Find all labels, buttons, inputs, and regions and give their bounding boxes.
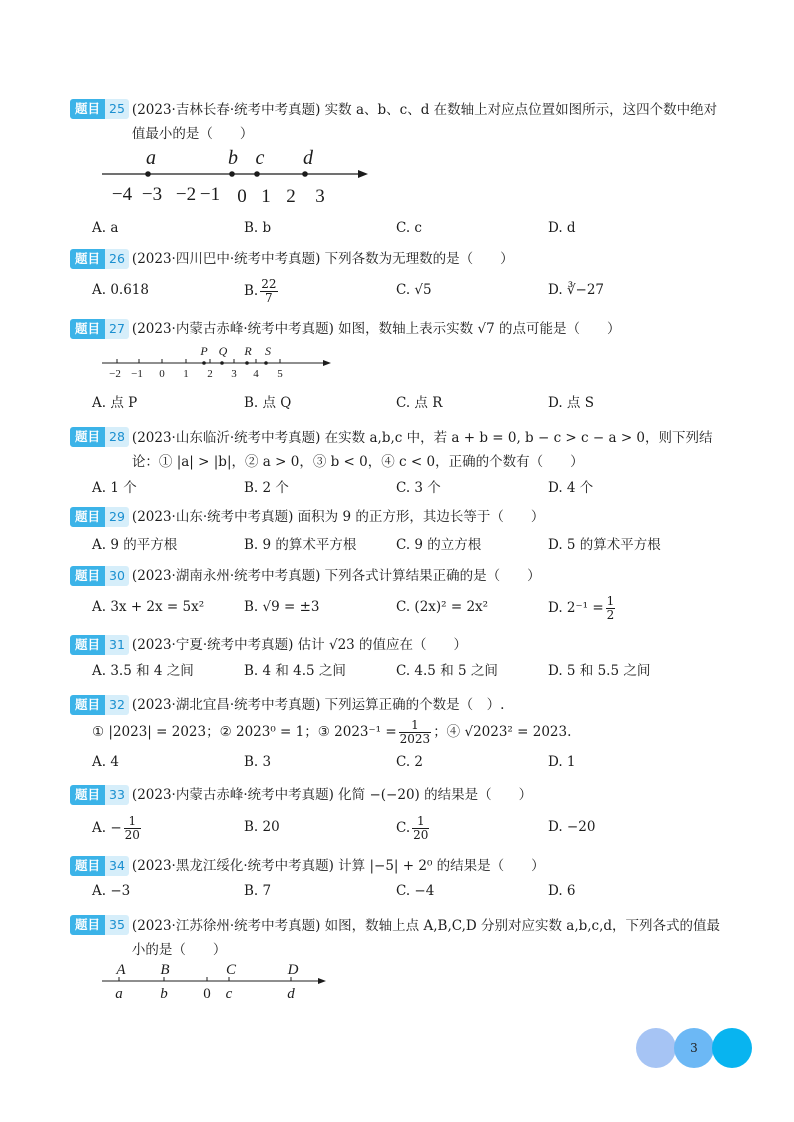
question-text: (2023·内蒙古赤峰·统考中考真题) 如图，数轴上表示实数 √7 的点可能是（ ） xyxy=(131,321,621,337)
option-c[interactable]: C. 4.5 和 5 之间 xyxy=(396,663,498,679)
point-c xyxy=(254,171,260,177)
question-34 xyxy=(70,855,730,903)
point-label: d xyxy=(303,147,313,169)
question-text: (2023·宁夏·统考中考真题) 估计 √23 的值应在（ ） xyxy=(131,637,468,653)
option-d[interactable]: D. 4 个 xyxy=(548,480,594,496)
options-row xyxy=(70,391,730,415)
number-line-figure xyxy=(100,958,340,1006)
question-text: (2023·湖南永州·统考中考真题) 下列各式计算结果正确的是（ ） xyxy=(131,568,541,584)
decor-circle xyxy=(712,1028,752,1068)
question-29 xyxy=(70,506,730,557)
option-c[interactable]: C. c xyxy=(396,220,422,236)
tick-label: 3 xyxy=(231,368,237,380)
option-a[interactable]: A. 点 P xyxy=(92,395,138,411)
tick-label: 1 xyxy=(183,368,189,380)
options-row xyxy=(70,277,730,305)
decor-circle xyxy=(636,1028,676,1068)
page-number-badge xyxy=(636,1028,752,1068)
number-line-figure xyxy=(100,340,340,382)
option-a[interactable]: A. a xyxy=(92,220,119,236)
tick-label: 0 xyxy=(159,368,165,380)
option-d[interactable]: D. 1 xyxy=(548,754,576,770)
question-tag: 题目 32 xyxy=(70,695,129,715)
option-c[interactable]: C. $\frac{1}{20}$ xyxy=(396,814,429,842)
option-d[interactable]: D. d xyxy=(548,220,576,236)
question-text: (2023·黑龙江绥化·统考中考真题) 计算 |−5| + 2⁰ 的结果是（ ） xyxy=(131,858,545,874)
options-row xyxy=(70,659,730,683)
option-a[interactable]: A. 4 xyxy=(92,754,119,770)
question-tag: 题目 29 xyxy=(70,507,129,527)
option-b[interactable]: B. 3 xyxy=(244,754,272,770)
option-b[interactable]: B. b xyxy=(244,220,272,236)
page-number: 3 xyxy=(690,1041,698,1055)
tick-label: 4 xyxy=(253,368,259,380)
tick-label: 5 xyxy=(277,368,283,380)
tick-label: 2 xyxy=(286,186,296,204)
point-r xyxy=(245,361,249,365)
option-c[interactable]: C. 点 R xyxy=(396,395,443,411)
point-label: b xyxy=(228,147,238,169)
question-text: (2023·湖北宜昌·统考中考真题) 下列运算正确的个数是（ ）. xyxy=(131,697,505,713)
question-35 xyxy=(70,914,730,1002)
question-33 xyxy=(70,784,730,842)
option-d[interactable]: D. 点 S xyxy=(548,395,594,411)
option-c[interactable]: C. √5 xyxy=(396,282,432,298)
options-row xyxy=(70,533,730,557)
tick-label: −1 xyxy=(131,368,143,380)
question-27 xyxy=(70,318,730,411)
option-b[interactable]: B. 7 xyxy=(244,883,272,899)
point-label: C xyxy=(225,962,237,978)
question-text: (2023·江苏徐州·统考中考真题) 如图，数轴上点 A,B,C,D 分别对应实数 a,b,c,d，下列各式的值最小的是（ ） xyxy=(131,918,721,958)
number-line-figure xyxy=(100,146,370,204)
option-a[interactable]: A. 1 个 xyxy=(92,480,137,496)
option-b[interactable]: B. 点 Q xyxy=(244,395,292,411)
tick-label: −2 xyxy=(109,368,121,380)
options-row xyxy=(70,814,730,842)
tick-label: 2 xyxy=(207,368,213,380)
point-label: a xyxy=(146,147,156,169)
option-a[interactable]: A. 3.5 和 4 之间 xyxy=(92,663,194,679)
option-c[interactable]: C. 2 xyxy=(396,754,424,770)
option-d[interactable]: D. ∛−27 xyxy=(548,282,605,298)
question-tag: 题目 30 xyxy=(70,566,129,586)
tick-label: −3 xyxy=(141,184,163,204)
question-text: (2023·山东·统考中考真题) 面积为 9 的正方形，其边长等于（ ） xyxy=(131,509,545,525)
point-label: D xyxy=(287,962,299,978)
point-p xyxy=(202,361,206,365)
point-b xyxy=(229,171,235,177)
point-label: B xyxy=(160,962,170,978)
option-b[interactable]: B. 9 的算术平方根 xyxy=(244,537,357,553)
options-row xyxy=(70,476,730,500)
options-row xyxy=(70,879,730,903)
value-label: c xyxy=(225,986,233,1002)
question-tag: 题目 25 xyxy=(70,99,129,119)
question-tag: 题目 34 xyxy=(70,856,129,876)
point-label: S xyxy=(265,344,271,358)
question-tag: 题目 33 xyxy=(70,785,129,805)
option-d[interactable]: D. −20 xyxy=(548,819,596,835)
value-label: d xyxy=(287,986,295,1002)
option-c[interactable]: C. (2x)² = 2x² xyxy=(396,599,489,615)
fraction: $\frac{1}{2}$ xyxy=(606,594,615,622)
question-tag: 题目 28 xyxy=(70,427,129,447)
question-tag: 题目 31 xyxy=(70,635,129,655)
question-tag: 题目 27 xyxy=(70,319,129,339)
fraction: $\frac{1}{2023}$ xyxy=(399,718,431,746)
option-d[interactable]: D. 2⁻¹ = $\frac{1}{2}$ xyxy=(548,594,615,622)
fraction: $\frac{22}{7}$ xyxy=(261,277,277,305)
option-b[interactable]: B. √9 = ±3 xyxy=(244,599,320,615)
option-d[interactable]: D. 5 的算术平方根 xyxy=(548,537,661,553)
question-text: (2023·吉林长春·统考中考真题) 实数 a、b、c、d 在数轴上对应点位置如图所示，这四个数中绝对值最小的是（ ） xyxy=(131,102,718,142)
tick-label: 3 xyxy=(315,186,325,204)
question-25 xyxy=(70,98,730,236)
question-text: (2023·山东临沂·统考中考真题) 在实数 a,b,c 中，若 a + b = 0, b − c > c − a > 0，则下列结论：① |a| > |b|，② a > 0，③ b < 0，④ c < 0，正确的个数有（ ） xyxy=(131,430,713,470)
options-row xyxy=(70,750,730,774)
point-q xyxy=(220,361,224,365)
tick-label: 1 xyxy=(261,186,271,204)
fraction: $\frac{1}{20}$ xyxy=(124,814,140,842)
question-tag: 题目 35 xyxy=(70,915,129,935)
fraction: $\frac{1}{20}$ xyxy=(413,814,429,842)
question-text: (2023·内蒙古赤峰·统考中考真题) 化简 −(−20) 的结果是（ ） xyxy=(131,787,533,803)
tick-label: −4 xyxy=(111,184,133,204)
option-a[interactable]: A. − $\frac{1}{20}$ xyxy=(92,814,140,842)
option-d[interactable]: D. 6 xyxy=(548,883,576,899)
option-b[interactable]: B. 4 和 4.5 之间 xyxy=(244,663,346,679)
option-c[interactable]: C. 3 个 xyxy=(396,480,441,496)
point-label: P xyxy=(200,344,208,358)
question-31 xyxy=(70,634,730,683)
question-30 xyxy=(70,565,730,622)
decor-circle xyxy=(674,1028,714,1068)
value-label: a xyxy=(115,986,123,1002)
option-a[interactable]: A. 3x + 2x = 5x² xyxy=(92,599,205,615)
question-32 xyxy=(70,694,730,774)
point-label: R xyxy=(244,344,252,358)
origin-label: 0 xyxy=(203,986,211,1002)
option-b[interactable]: B. 20 xyxy=(244,819,280,835)
option-d[interactable]: D. 5 和 5.5 之间 xyxy=(548,663,651,679)
option-a[interactable]: A. −3 xyxy=(92,883,131,899)
point-s xyxy=(264,361,268,365)
question-text: (2023·四川巴中·统考中考真题) 下列各数为无理数的是（ ） xyxy=(131,251,514,267)
question-28 xyxy=(70,426,730,500)
question-subline: ① |2023| = 2023；② 2023⁰ = 1；③ 2023⁻¹ = $\frac{1}{2023}$ ；④ √2023² = 2023. xyxy=(92,718,572,746)
option-a[interactable]: A. 0.618 xyxy=(92,282,149,298)
option-b[interactable]: B. $\frac{22}{7}$ xyxy=(244,277,277,305)
question-tag: 题目 26 xyxy=(70,249,129,269)
options-row xyxy=(70,594,730,622)
option-b[interactable]: B. 2 个 xyxy=(244,480,289,496)
option-a[interactable]: A. 9 的平方根 xyxy=(92,537,178,553)
point-label: A xyxy=(116,962,126,978)
point-label: c xyxy=(255,147,265,169)
value-label: b xyxy=(160,986,168,1002)
question-26 xyxy=(70,248,730,305)
point-a xyxy=(145,171,151,177)
option-c[interactable]: C. 9 的立方根 xyxy=(396,537,482,553)
option-c[interactable]: C. −4 xyxy=(396,883,435,899)
tick-label: −2 xyxy=(175,184,197,204)
point-d xyxy=(302,171,308,177)
tick-label: −1 xyxy=(199,184,221,204)
tick-label: 0 xyxy=(237,186,247,204)
options-row xyxy=(70,216,730,240)
point-label: Q xyxy=(218,344,228,358)
